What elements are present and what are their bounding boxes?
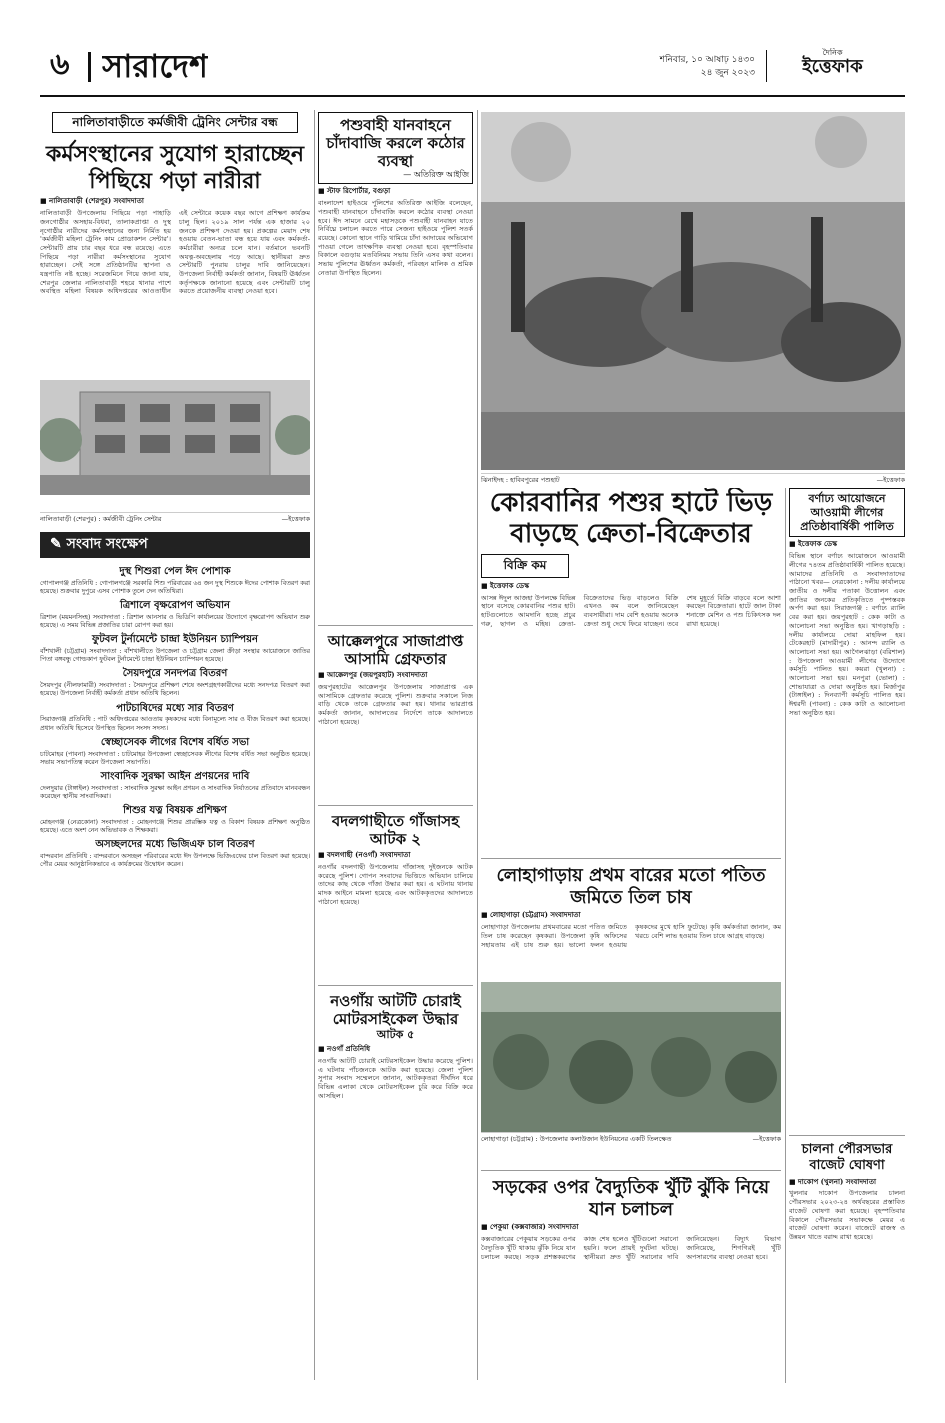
story-byline: ■ স্টাফ রিপোর্টার, বগুড়া <box>318 186 391 196</box>
story-divider <box>318 985 473 986</box>
sesame-field-photo <box>481 982 781 1132</box>
story-headline: লোহাগাড়ায় প্রথম বারের মতো পতিত জমিতে তিল চাষ <box>496 865 766 908</box>
story-byline: ■ ইত্তেফাক ডেস্ক <box>481 580 530 590</box>
story-sub: বিক্রি কম <box>481 554 569 577</box>
photo-caption <box>481 473 905 484</box>
logo-divider <box>766 50 767 82</box>
brief-title: ফুটবল টুর্নামেন্টে চান্দ্রা ইউনিয়ন চ্যাম্পিয়ন <box>92 634 258 646</box>
caption-place: নালিতাবাড়ী (শেরপুর) : কর্মজীবী ট্রেনিং সেন্টার <box>40 515 162 523</box>
page-number-divider <box>88 52 91 82</box>
story-badalgachhi <box>318 812 473 982</box>
story-training-center <box>40 112 310 507</box>
brief-body: মোহনগঞ্জ (নেত্রকোনা) সংবাদদাতা : মোহনগঞ্জে শিশুর প্রারম্ভিক যত্ন ও বিকাশ বিষয়ক প্রশিক্ষণ অনুষ্ঠিত হয়েছে। এতে অংশ নেন অভিভাবক ও শিক্ষকরা। <box>40 818 310 834</box>
brief-body: গোপালগঞ্জ প্রতিনিধি : গোপালগঞ্জে সরকারি শিশু পরিবারের ৬৪ জন দুস্থ শিশুকে ঈদের পোশাক বিতরণ করা হয়েছে। শুক্রবার দুপুরে এসব পোশাক তুলে দেন অতিথিরা। <box>40 579 310 595</box>
caption-credit: —ইত্তেফাক <box>752 1135 781 1144</box>
story-electric-pole <box>481 1177 781 1382</box>
samkhep-title: সংবাদ সংক্ষেপ <box>66 536 148 552</box>
story-body: জয়পুরহাটের আক্কেলপুর উপজেলায় সাজাপ্রাপ্ত এক আসামিকে গ্রেফতার করেছে পুলিশ। শুক্রবার সকালে নিজ বাড়ি থেকে তাকে গ্রেফতার করা হয়। থানার ভারপ্রাপ্ত কর্মকর্তা জানান, আদালতের নির্দেশে তাকে আদালতে পাঠানো হয়েছে। <box>318 682 473 726</box>
date-english: ২৪ জুন ২০২৩ <box>700 67 755 78</box>
story-headline: বদলগাছীতে গাঁজাসহ আটক ২ <box>331 812 460 848</box>
brief-body: বান্দরবান প্রতিনিধি : বান্দরবানে অসচ্ছল পরিবারের মধ্যে ঈদ উপলক্ষে ভিজিএফের চাল বিতরণ করা হয়েছে। পৌর মেয়র আনুষ্ঠানিকভাবে এ কার্যক্রমের উদ্বোধন করেন। <box>40 852 310 869</box>
brief-title: দুস্থ শিশুরা পেল ঈদ পোশাক <box>119 566 231 577</box>
logo-top: দৈনিক <box>822 48 843 57</box>
date-bangla: শনিবার, ১০ আষাঢ় ১৪৩০ <box>659 55 755 65</box>
story-cattle-market <box>481 488 781 853</box>
column-rule <box>785 488 786 1383</box>
date-block <box>605 54 755 79</box>
story-headline: নওগাঁয় আটটি চোরাই মোটরসাইকেল উদ্ধার <box>330 992 461 1028</box>
caption-credit: —ইত্তেফাক <box>876 476 905 484</box>
column-rule <box>477 110 478 1380</box>
column-rule <box>314 110 315 1380</box>
story-byline: ■ আক্কেলপুর (জয়পুরহাট) সংবাদদাতা <box>318 670 428 679</box>
story-body: নওগাঁর বদলগাছী উপজেলায় গাঁজাসহ দুইজনকে আটক করেছে পুলিশ। গোপন সংবাদের ভিত্তিতে অভিযান চালিয়ে তাদের কাছ থেকে গাঁজা উদ্ধার করা হয়। এ ঘটনায় থানায় মাদক আইনে মামলা হয়েছে এবং আটককৃতদের আদালতে পাঠানো হয়েছে। <box>318 862 473 906</box>
page-number: ৬ <box>50 50 70 80</box>
story-body: নওগাঁয় আটটি চোরাই মোটরসাইকেল উদ্ধার করেছে পুলিশ। এ ঘটনায় পাঁচজনকে আটক করা হয়েছে। জেলা পুলিশ সুপার সংবাদ সম্মেলনে জানান, আটককৃতরা দীর্ঘদিন ধরে বিভিন্ন এলাকা থেকে মোটরসাইকেল চুরি করে বিক্রি করে আসছিল। <box>318 1057 473 1100</box>
story-chalna-budget <box>789 1142 905 1382</box>
brief-title: শিশুর যত্ন বিষয়ক প্রশিক্ষণ <box>123 804 227 816</box>
brief-item <box>40 805 310 835</box>
story-awami-league <box>789 488 905 1128</box>
samkhep-list <box>40 562 310 1382</box>
brief-item <box>40 634 310 664</box>
story-body: খুলনার দাকোপ উপজেলার চালনা পৌরসভার ২০২৩-২৪ অর্থবছরের প্রস্তাবিত বাজেট ঘোষণা করা হয়েছে। বৃহস্পতিবার বিকালে পৌরসভার সভাকক্ষে মেয়র এ বাজেট ঘোষণা করেন। বাজেটে রাজস্ব ও উন্নয়ন খাতে বরাদ্দ রাখা হয়েছে। <box>789 1189 905 1241</box>
brief-title: পাটচাষিদের মধ্যে সার বিতরণ <box>116 702 234 714</box>
story-body: বাংলাদেশ হাইওয়ে পুলিশের অতিরিক্ত আইজি বলেছেন, পশুবাহী যানবাহনে চাঁদাবাজি করলে কঠোর ব্যবস্থা নেওয়া হবে। ঈদ সামনে রেখে মহাসড়কে পশুবাহী যানবাহন যাতে নির্বিঘ্নে চলাচল করতে পারে সেজন্য হাইওয়ে পুলিশ সতর্ক রয়েছে। কোনো স্থানে গাড়ি থামিয়ে চাঁদা আদায়ের অভিযোগ পাওয়া গেলে তাৎক্ষণিক ব্যবস্থা নেওয়া হবে। বৃহস্পতিবার বিকালে বগুড়ায় মতবিনিময় সভায় তিনি এসব কথা বলেন। সভায় পুলিশের ঊর্ধ্বতন কর্মকর্তা, পরিবহন মালিক ও শ্রমিক নেতারা উপস্থিত ছিলেন। <box>318 199 473 277</box>
headline-box <box>789 488 905 537</box>
story-headline: আক্কেলপুরে সাজাপ্রাপ্ত আসামি গ্রেফতার <box>327 632 464 668</box>
brief-item <box>40 703 310 733</box>
brief-title: সাংবাদিক সুরক্ষা আইন প্রণয়নের দাবি <box>100 770 250 782</box>
story-body: কক্সবাজারের পেকুয়ায় সড়কের ওপর বৈদ্যুতিক খুঁটি থাকায় ঝুঁকি নিয়ে যান চলাচল করছে। সড়ক প্রশস্তকরণের কাজ শেষ হলেও খুঁটিগুলো সরানো হয়নি। ফলে প্রায়ই দুর্ঘটনা ঘটছে। স্থানীয়রা দ্রুত খুঁটি সরানোর দাবি জানিয়েছেন। বিদ্যুৎ বিভাগ জানিয়েছে, শিগগিরই খুঁটি অপসারণের ব্যবস্থা নেওয়া হবে। <box>481 1235 781 1261</box>
brief-item <box>40 839 310 869</box>
story-byline: ■ দাকোপ (খুলনা) সংবাদদাতা <box>789 1176 876 1186</box>
building-image <box>40 380 310 495</box>
story-body: লোহাগাড়া উপজেলায় প্রথমবারের মতো পতিত জমিতে তিল চাষ করেছেন কৃষকরা। উপজেলা কৃষি অফিসের সহায়তায় এই চাষ শুরু হয়। ভালো ফলন হওয়ায় কৃষকদের মুখে হাসি ফুটেছে। কৃষি কর্মকর্তারা জানান, কম খরচে বেশি লাভ হওয়ায় তিল চাষে আগ্রহ বাড়ছে। <box>481 923 781 949</box>
sesame-field-image <box>481 982 781 1132</box>
brief-title: অসচ্ছলদের মধ্যে ভিজিএফ চাল বিতরণ <box>95 839 255 851</box>
story-divider <box>789 1135 905 1136</box>
brief-item <box>40 771 310 801</box>
story-headline: সড়কের ওপর বৈদ্যুতিক খুঁটি ঝুঁকি নিয়ে যান চলাচল <box>492 1177 770 1220</box>
brief-body: ত্রিশাল (ময়মনসিংহ) সংবাদদাতা : ত্রিশাল আনসার ও ভিডিপি কার্যালয়ের উদ্যোগে বৃক্ষরোপণ অভিযান শুরু হয়েছে। এ সময় বিভিন্ন প্রজাতির চারা রোপণ করা হয়। <box>40 613 310 630</box>
cattle-market-photo <box>481 112 905 470</box>
brief-title: সৈয়দপুরে সনদপত্র বিতরণ <box>122 668 228 680</box>
story-divider <box>318 625 473 626</box>
newspaper-logo <box>780 48 885 76</box>
brief-title: স্বেচ্ছাসেবক লীগের বিশেষ বর্ধিত সভা <box>100 736 250 748</box>
brief-item <box>40 600 310 630</box>
story-byline: ■ লোহাগাড়া (চট্টগ্রাম) সংবাদদাতা <box>481 910 581 920</box>
story-byline: ■ ইত্তেফাক ডেস্ক <box>789 539 838 549</box>
story-divider <box>481 858 781 859</box>
story-divider <box>318 805 473 806</box>
story-body: নালিতাবাড়ী উপজেলায় পিছিয়ে পড়া পাহাড়ি জনগোষ্ঠীর অসহায়-বিধবা, তালাকপ্রাপ্তা ও দুস্থ নৃগোষ্ঠীর নারীদের কর্মসংস্থানের জন্য নির্মিত হয় 'কর্মজীবী মহিলা ট্রেনিং কাম প্রোডাকশন সেন্টার'। সেন্টারটি প্রায় চার বছর ধরে বন্ধ রয়েছে। এতে পিছিয়ে পড়া নারীরা কর্মসংস্থানের সুযোগ হারাচ্ছেন। সেই সঙ্গে প্রতিষ্ঠানটির স্থাপনা ও যন্ত্রপাতি নষ্ট হচ্ছে। সরেজমিনে গিয়ে জানা যায়, শেরপুর জেলার নালিতাবাড়ী শহরে থানার পাশে অবস্থিত মহিলা বিষয়ক অধিদপ্তরের আওতাধীন এই সেন্টারে কয়েক বছর আগে প্রশিক্ষণ কার্যক্রম চালু ছিল। ২০১৯ সাল পর্যন্ত এক হাজার ২০ জনকে প্রশিক্ষণ দেওয়া হয়। প্রকল্পের মেয়াদ শেষ হওয়ায় বেতন-ভাতা বন্ধ হয়ে যায় এবং কর্মকর্তা-কর্মচারীরা অন্যত্র চলে যান। বর্তমানে ভবনটি অযত্ন-অবহেলায় পড়ে আছে। স্থানীয়রা দ্রুত সেন্টারটি পুনরায় চালুর দাবি জানিয়েছেন। উপজেলা নির্বাহী কর্মকর্তা জানান, বিষয়টি ঊর্ধ্বতন কর্তৃপক্ষকে জানানো হয়েছে এবং সেন্টারটি চালু করতে প্রয়োজনীয় ব্যবস্থা নেওয়া হবে। <box>40 209 310 296</box>
brief-item <box>40 737 310 767</box>
training-center-photo <box>40 380 310 495</box>
story-sub: — অতিরিক্ত আইজি <box>403 170 469 179</box>
story-byline: ■ পেকুয়া (কক্সবাজার) সংবাদদাতা <box>481 1222 579 1232</box>
photo-caption <box>481 1132 781 1143</box>
brief-title: ত্রিশালে বৃক্ষরোপণ অভিযান <box>120 600 230 612</box>
story-headline: বর্ণাঢ্য আয়োজনে আওয়ামী লীগের প্রতিষ্ঠাবার্ষিকী পালিত <box>800 492 894 533</box>
samkhep-header <box>40 532 310 558</box>
photo-caption <box>40 512 310 523</box>
masthead <box>40 40 905 92</box>
caption-place: লোহাগাড়া (চট্টগ্রাম) : উপজেলার কলাউজান ইউনিয়নের একটি তিলক্ষেত <box>481 1135 672 1144</box>
story-body: বিভিন্ন স্থানে বর্ণাঢ্য আয়োজনে আওয়ামী লীগের ৭৪তম প্রতিষ্ঠাবার্ষিকী পালিত হয়েছে। আমাদের প্রতিনিধি ও সংবাদদাতাদের পাঠানো খবর— নেত্রকোনা : দলীয় কার্যালয়ে জাতীয় ও দলীয় পতাকা উত্তোলন এবং জাতির জনকের প্রতিকৃতিতে পুষ্পস্তবক অর্পণ করা হয়। সিরাজগঞ্জ : বর্ণাঢ্য র‍্যালি বের করা হয়। জয়পুরহাট : কেক কাটা ও আলোচনা সভা অনুষ্ঠিত হয়। খাগড়াছড়ি : দলীয় কার্যালয়ে দোয়া মাহফিল হয়। টেকেরহাট (মাদারীপুর) : আনন্দ র‍্যালি ও আলোচনা সভা হয়। আগৈলঝাড়া (বরিশাল) : উপজেলা আওয়ামী লীগের উদ্যোগে কর্মসূচি পালিত হয়। কয়রা (খুলনা) : আলোচনা সভা হয়। মনপুরা (ভোলা) : শোভাযাত্রা ও দোয়া অনুষ্ঠিত হয়। মির্জাপুর (টাঙ্গাইল) : দিনব্যাপী কর্মসূচি পালিত হয়। ঈশ্বরদী (পাবনা) : কেক কাটা ও আলোচনা সভা অনুষ্ঠিত হয়। <box>789 552 905 717</box>
brief-item <box>40 668 310 698</box>
story-body: আসন্ন ঈদুল আজহা উপলক্ষে বিভিন্ন স্থানে বসেছে কোরবানির পশুর হাট। হাটগুলোতে আমদানি হচ্ছে প্রচুর গরু, ছাগল ও মহিষ। ক্রেতা-বিক্রেতাদের ভিড় বাড়লেও বিক্রি এখনও কম বলে জানিয়েছেন ব্যবসায়ীরা। দাম বেশি হওয়ায় অনেক ক্রেতা শুধু দেখে ফিরে যাচ্ছেন। তবে শেষ মুহূর্তে বিক্রি বাড়বে বলে আশা করছেন বিক্রেতারা। হাটে জাল টাকা শনাক্তে মেশিন ও পশু চিকিৎসক দল রাখা হয়েছে। <box>481 593 781 628</box>
story-headline: কর্মসংস্থানের সুযোগ হারাচ্ছেন পিছিয়ে পড়া নারীরা <box>45 141 304 194</box>
story-akkelpur <box>318 632 473 802</box>
brief-body: সিরাজগঞ্জ প্রতিনিধি : পাট অধিদপ্তরের আওতায় কৃষকদের মধ্যে বিনামূল্যে সার ও বীজ বিতরণ করা হয়েছে। প্রধান অতিথি হিসেবে উপস্থিত ছিলেন সংসদ সদস্য। <box>40 716 310 732</box>
caption-place: ঝিনাইদহ : হাবিবপুরের পশুহাট <box>481 476 560 484</box>
story-sub: আটক ৫ <box>376 1028 415 1041</box>
brief-body: দেলদুয়ার (টাঙ্গাইল) সংবাদদাতা : সাংবাদিক সুরক্ষা আইন প্রণয়ন ও সাংবাদিক নির্যাতনের প্রতিবাদে মানববন্ধন করেছেন স্থানীয় সাংবাদিকরা। <box>40 784 310 800</box>
samkhep-icon: ✎ <box>50 536 67 552</box>
brief-body: বাঁশখালী (চট্টগ্রাম) সংবাদদাতা : বাঁশখালীতে উপজেলা ও চট্টগ্রাম জেলা ক্রীড়া সংস্থার আয়োজনে জাতির পিতা বঙ্গবন্ধু গোল্ডকাপ ফুটবল টুর্নামেন্টে চান্দ্রা ইউনিয়ন চ্যাম্পিয়ন হয়েছে। <box>40 648 310 664</box>
headline-box <box>318 112 473 184</box>
story-byline: ■ নওগাঁ প্রতিনিধি <box>318 1044 371 1054</box>
story-extortion <box>318 112 473 622</box>
story-headline: পশুবাহী যানবাহনে চাঁদাবাজি করলে কঠোর ব্যবস্থা <box>326 116 465 170</box>
story-byline: ■ বদলগাছী (নওগাঁ) সংবাদদাতা <box>318 850 411 859</box>
section-title: সারাদেশ <box>102 50 208 82</box>
story-byline: ■ নালিতাবাড়ী (শেরপুর) সংবাদদাতা <box>40 196 144 206</box>
caption-credit: —ইত্তেফাক <box>281 515 310 523</box>
cattle-market-image <box>481 112 905 470</box>
story-divider <box>481 1170 781 1171</box>
story-sesame <box>481 865 781 1165</box>
brief-item <box>40 566 310 596</box>
story-motorcycle <box>318 992 473 1382</box>
logo-text: ইত্তেফাক <box>802 56 863 77</box>
masthead-rule <box>40 95 905 97</box>
story-kicker: নালিতাবাড়ীতে কর্মজীবী ট্রেনিং সেন্টার বন্ধ <box>52 112 298 133</box>
brief-body: চাটমোহর (পাবনা) সংবাদদাতা : চাটমোহর উপজেলা স্বেচ্ছাসেবক লীগের বিশেষ বর্ধিত সভা অনুষ্ঠিত হয়েছে। সভায় সভাপতিত্ব করেন উপজেলা সভাপতি। <box>40 750 310 766</box>
story-headline: কোরবানির পশুর হাটে ভিড় বাড়ছে ক্রেতা-বিক্রেতার <box>489 488 773 550</box>
story-headline: চালনা পৌরসভার বাজেট ঘোষণা <box>801 1142 893 1174</box>
brief-body: সৈয়দপুর (নীলফামারী) সংবাদদাতা : সৈয়দপুরে প্রশিক্ষণ শেষে অংশগ্রহণকারীদের মধ্যে সনদপত্র বিতরণ করা হয়েছে। উপজেলা নির্বাহী কর্মকর্তা প্রধান অতিথি ছিলেন। <box>40 682 310 698</box>
